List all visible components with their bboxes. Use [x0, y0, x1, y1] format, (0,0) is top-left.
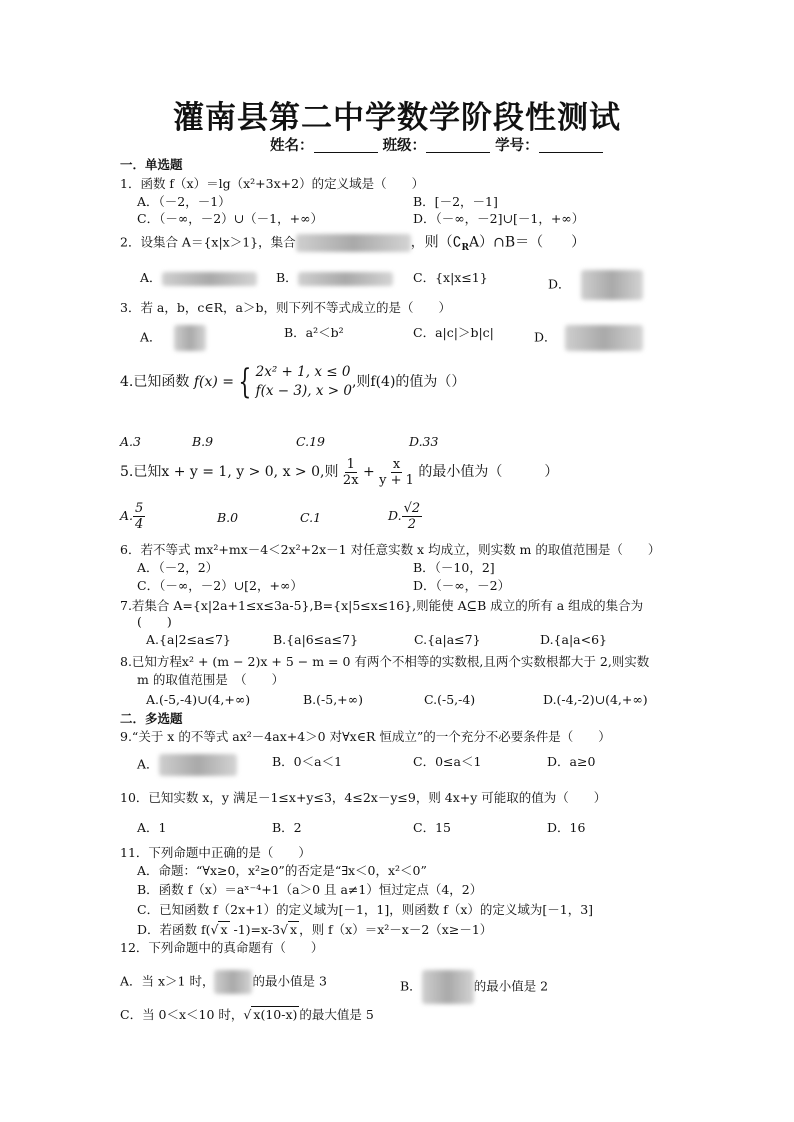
q5-a-label: A. — [120, 508, 134, 523]
q2-option-c: C．{x|x≤1} — [413, 270, 488, 285]
q7-option-d: D.{a|a<6} — [540, 632, 607, 647]
q12-c-part-b: 的最大值是 5 — [299, 1007, 374, 1022]
q3-option-a-label: A． — [140, 329, 162, 345]
q5-option-b: B.0 — [217, 510, 239, 525]
q5-tail: 的最小值为（ ） — [418, 464, 559, 480]
page-title: 灌南县第二中学数学阶段性测试 — [173, 100, 621, 136]
q4-tail: ,则f(4)的值为（） — [351, 374, 466, 390]
q9-stem: 9.“关于 x 的不等式 ax²－4ax+4＞0 对∀x∈R 恒成立”的一个充分不必要条件是（ ） — [120, 729, 611, 744]
q12-b-formula — [422, 970, 474, 1004]
q1-option-d: D．（－∞，－2]∪[－1，+∞） — [413, 211, 585, 226]
q11-stem: 11．下列命题中正确的是（ ） — [120, 845, 311, 860]
q5-lead: 5.已知x + y = 1, y > 0, x > 0,则 — [120, 464, 339, 480]
q3-option-b: B．a²＜b² — [284, 325, 344, 340]
q2-stem-a: 2．设集合 A＝{x|x＞1}，集合 — [120, 234, 296, 250]
q9-option-a — [137, 754, 237, 776]
q1-option-a: A．（－2，－1） — [137, 194, 231, 209]
q9-option-b: B．0＜a＜1 — [272, 754, 343, 769]
q10-stem: 10．已知实数 x，y 满足－1≤x+y≤3，4≤2x－y≤9，则 4x+y 可能取的值为（ ） — [120, 790, 607, 805]
q5-d-den: 2 — [407, 517, 416, 532]
q11-option-b: B．函数 f（x）＝aˣ⁻⁴+1（a＞0 且 a≠1）恒过定点（4，2） — [137, 882, 483, 897]
q3-option-c: C．a|c|＞b|c| — [413, 325, 494, 340]
q5-d-num: √2 — [403, 501, 421, 516]
q2-option-a-label: A． — [140, 270, 162, 285]
q9-option-a-formula — [159, 754, 237, 776]
q1-option-c: C．（－∞，－2）∪（－1，+∞） — [137, 211, 323, 226]
q2-option-b-formula — [298, 272, 393, 286]
q4-option-a: A.3 — [120, 434, 141, 449]
q4-fx: f(x) = — [193, 374, 234, 390]
q5-fraction-2 — [379, 457, 414, 488]
q6-option-b: B．（－10，2] — [413, 560, 495, 575]
q2-option-b — [276, 270, 393, 286]
q11-d-part-a: D．若函数 f( — [137, 922, 211, 937]
q2-stem-c: A）∩B＝（ ） — [469, 234, 586, 251]
q11-d-sqrt-2: x — [290, 922, 298, 937]
q7-option-b: B.{a|6≤a≤7} — [273, 632, 359, 647]
q11-d-part-c: ，则 f（x）＝x²－x－2（x≥－1） — [299, 922, 493, 937]
name-blank — [314, 138, 378, 153]
q6-stem: 6．若不等式 mx²+mx－4＜2x²+2x－1 对任意实数 x 均成立，则实数 m 的取值范围是（ ） — [120, 542, 661, 557]
q11-option-d: D．若函数 f(√ x -1)=x-3√ x ，则 f（x）＝x²－x－2（x≥－1） — [137, 922, 493, 937]
q11-option-a: A．命题：“∀x≥0，x²≥0”的否定是“∃x＜0，x²＜0” — [137, 863, 427, 878]
q2-option-b-label: B． — [276, 270, 298, 285]
q7-option-a: A.{a|2≤a≤7} — [146, 632, 231, 647]
q7-stem: 7.若集合 A={x|2a+1≤x≤3a-5},B={x|5≤x≤16},则能使 A⊆B 成立的所有 a 组成的集合为 — [120, 598, 644, 613]
q5-a-fraction — [133, 501, 145, 532]
q5-option-c: C.1 — [300, 510, 322, 525]
q2-option-a-formula — [162, 272, 257, 286]
class-label: 班级： — [382, 138, 427, 154]
q2-set-b-formula — [296, 234, 411, 252]
q5-d-label: D. — [388, 508, 402, 523]
q8-option-b: B.(-5,+∞) — [303, 692, 363, 707]
q2-stem-r: R — [461, 243, 470, 253]
q8-cont: m 的取值范围是 （ ） — [137, 672, 285, 687]
q12-option-c: C．当 0＜x＜10 时，√ x(10-x) 的最大值是 5 — [120, 1007, 374, 1022]
q11-d-part-b: -1)=x-3 — [229, 922, 281, 937]
q12-b-part-b: 的最小值是 2 — [473, 978, 549, 994]
q5-f1-den: 2x — [342, 472, 359, 488]
q2-option-a — [140, 270, 257, 286]
q8-option-d: D.(-4,-2)∪(4,+∞) — [543, 692, 648, 707]
q9-option-a-label: A． — [137, 756, 159, 772]
q11-d-sqrt-1: x — [220, 922, 228, 937]
id-blank — [539, 138, 603, 153]
q11-option-c: C．已知函数 f（2x+1）的定义域为[－1，1]，则函数 f（x）的定义域为[－1，3] — [137, 902, 594, 917]
q5-f1-num: 1 — [346, 456, 355, 472]
q12-c-part-a: C．当 0＜x＜10 时， — [120, 1007, 244, 1022]
q12-a-part-a: A．当 x＞1 时， — [120, 973, 215, 989]
q6-option-d: D．（－∞，－2） — [413, 578, 511, 593]
q4-stem — [120, 362, 465, 402]
q5-f2-den: y + 1 — [379, 472, 414, 488]
student-info-line — [270, 134, 603, 155]
q4-lead: 4.已知函数 — [120, 374, 190, 390]
q5-fraction-1 — [343, 457, 359, 488]
q9-option-c: C．0≤a＜1 — [413, 754, 482, 769]
q3-option-a — [140, 325, 206, 351]
q8-option-a: A.(-5,-4)∪(4,+∞) — [146, 692, 251, 707]
q12-option-a — [120, 970, 327, 994]
q2-stem-b: ，则（∁ — [410, 234, 462, 251]
q8-stem: 8.已知方程x² + (m − 2)x + 5 − m = 0 有两个不相等的实数根,且两个实数根都大于 2,则实数 — [120, 654, 650, 669]
q5-a-num: 5 — [135, 501, 144, 516]
q2-option-d-label: D． — [548, 276, 571, 292]
q10-option-c: C．15 — [413, 820, 451, 835]
q4-cases — [256, 363, 352, 401]
name-label: 姓名： — [270, 138, 314, 154]
q5-d-fraction — [402, 501, 423, 532]
q1-stem: 1．函数 f（x）＝lg（x²+3x+2）的定义域是（ ） — [120, 176, 425, 191]
section-single-choice: 一．单选题 — [120, 157, 183, 172]
q5-plus: + — [362, 464, 375, 480]
q9-option-d: D．a≥0 — [547, 754, 596, 769]
q7-option-c: C.{a|a≤7} — [414, 632, 481, 647]
q3-option-d — [534, 325, 643, 351]
q6-option-c: C．（－∞，－2）∪[2，+∞） — [137, 578, 303, 593]
q2-stem — [120, 234, 585, 256]
q4-case2: f(x − 3), x > 0 — [255, 383, 352, 399]
q4-brace: { — [238, 362, 252, 402]
q5-option-a — [120, 500, 145, 532]
q12-option-b — [400, 970, 548, 1004]
q12-stem: 12．下列命题中的真命题有（ ） — [120, 940, 324, 955]
q2-option-d-formula — [581, 270, 643, 300]
q5-stem — [120, 455, 558, 489]
q4-option-d: D.33 — [409, 434, 439, 449]
q10-option-d: D．16 — [547, 820, 586, 835]
q12-c-sqrt: x(10-x) — [253, 1007, 298, 1022]
q10-option-b: B．2 — [272, 820, 302, 835]
q10-option-a: A．1 — [137, 820, 167, 835]
q3-stem: 3．若 a，b，c∈R，a＞b，则下列不等式成立的是（ ） — [120, 300, 452, 315]
q12-a-part-b: 的最小值是 3 — [252, 973, 327, 989]
q2-option-d — [548, 270, 643, 300]
q4-option-b: B.9 — [192, 434, 214, 449]
q5-f2-num: x — [392, 456, 401, 472]
q1-option-b: B．[－2，－1] — [413, 194, 498, 209]
q3-option-d-label: D． — [534, 329, 557, 345]
id-label: 学号： — [495, 138, 539, 154]
q7-paren: ( ) — [137, 614, 172, 629]
q6-option-a: A．（－2，2） — [137, 560, 219, 575]
q12-b-part-a: B． — [400, 978, 422, 994]
q3-option-d-formula — [565, 325, 643, 351]
q3-option-a-formula — [174, 325, 206, 351]
q12-a-formula — [214, 970, 252, 994]
section-multiple-choice: 二．多选题 — [120, 711, 183, 726]
q4-option-c: C.19 — [296, 434, 325, 449]
q8-option-c: C.(-5,-4) — [424, 692, 476, 707]
class-blank — [426, 138, 490, 153]
q5-a-den: 4 — [135, 517, 144, 532]
q5-option-d — [388, 500, 422, 532]
q4-case1: 2x² + 1, x ≤ 0 — [255, 364, 351, 380]
